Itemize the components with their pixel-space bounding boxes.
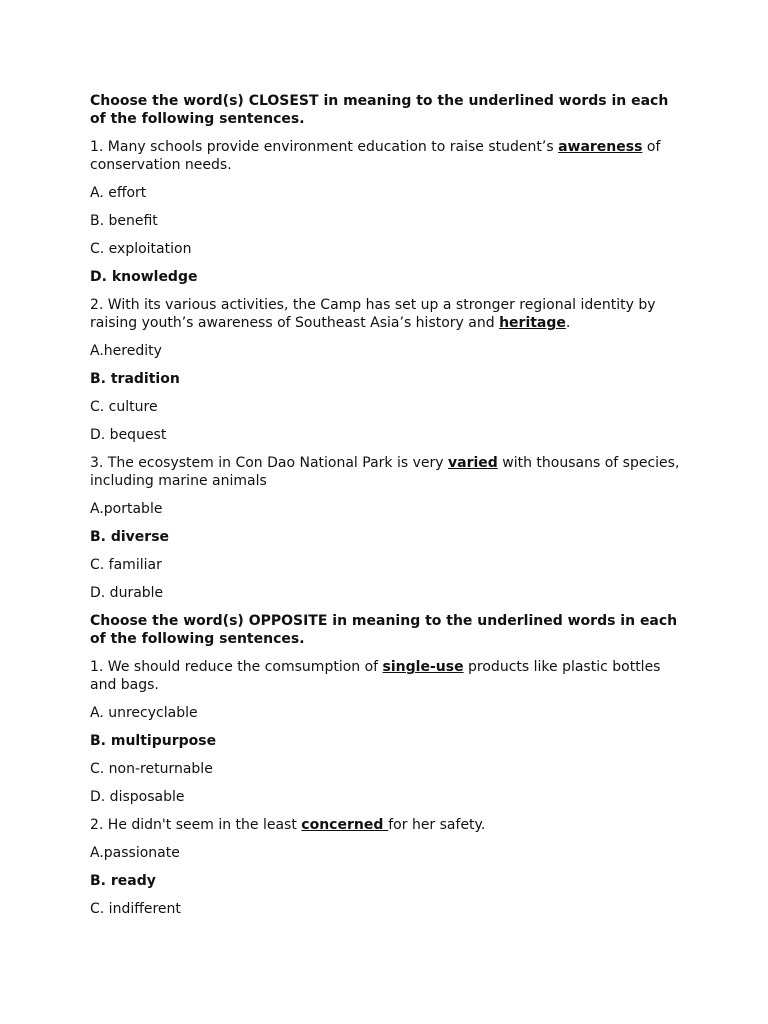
answer-option: C. exploitation: [90, 241, 192, 257]
question-2: [90, 296, 680, 332]
section-heading: Choose the word(s) CLOSEST in meaning to the underlined words in each of the following sentences.: [90, 93, 669, 127]
answer-option-correct: B. multipurpose: [90, 733, 217, 749]
answer-option: A.passionate: [90, 845, 180, 861]
question-1: [90, 658, 680, 694]
answer-option-correct: D. knowledge: [90, 269, 198, 285]
answer-option: C. culture: [90, 399, 158, 415]
answer-option-correct: B. ready: [90, 873, 156, 889]
answer-option: A. unrecyclable: [90, 705, 198, 721]
question-text: 2. With its various activities, the Camp has set up a stronger regional identity by raising youth’s awareness of Southeast Asia’s history and: [90, 297, 656, 331]
answer-option: D. disposable: [90, 789, 185, 805]
answer-option: D. durable: [90, 585, 164, 601]
question-text: 2. He didn't seem in the least: [90, 817, 302, 833]
question-1: [90, 138, 680, 174]
answer-option: A.heredity: [90, 343, 162, 359]
question-text: for her safety.: [388, 817, 486, 833]
underlined-keyword: awareness: [558, 139, 643, 155]
answer-option-correct: B. tradition: [90, 371, 180, 387]
answer-option-correct: B. diverse: [90, 529, 170, 545]
answer-option: A. effort: [90, 185, 147, 201]
section-heading: Choose the word(s) OPPOSITE in meaning to the underlined words in each of the following sentences.: [90, 613, 678, 647]
question-text: .: [565, 315, 571, 331]
answer-option: C. non-returnable: [90, 761, 213, 777]
answer-option: C. indifferent: [90, 901, 181, 917]
answer-option: D. bequest: [90, 427, 167, 443]
question-text: 1. We should reduce the comsumption of: [90, 659, 383, 675]
worksheet: [90, 92, 680, 928]
underlined-keyword: concerned: [301, 817, 389, 833]
question-text: products like plastic bottles and bags.: [90, 659, 661, 693]
question-3: [90, 454, 680, 490]
answer-option: C. familiar: [90, 557, 162, 573]
question-2: [90, 816, 680, 834]
answer-option: B. benefit: [90, 213, 158, 229]
question-text: of conservation needs.: [90, 139, 661, 173]
answer-option: A.portable: [90, 501, 163, 517]
underlined-keyword: single-use: [382, 659, 464, 675]
underlined-keyword: varied: [448, 455, 498, 471]
question-text: with thousans of species, including marine animals: [90, 455, 680, 489]
underlined-keyword: heritage: [499, 315, 566, 331]
question-text: 3. The ecosystem in Con Dao National Park is very: [90, 455, 449, 471]
question-text: 1. Many schools provide environment education to raise student’s: [90, 139, 559, 155]
